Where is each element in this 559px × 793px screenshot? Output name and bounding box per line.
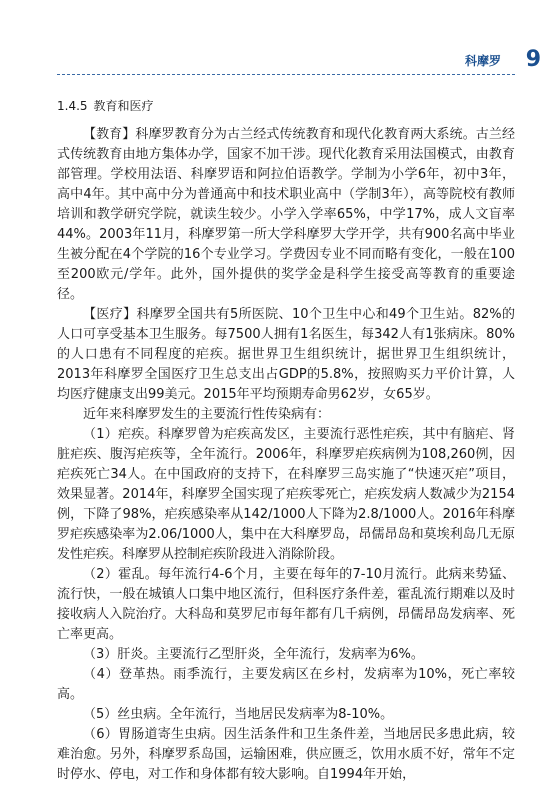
education-label: 【教育】 [83,127,136,142]
section-number: 1.4.5 [57,99,88,113]
medical-text: 科摩罗全国共有5所医院、10个卫生中心和49个卫生站。82%的人口可享受基本卫生服务。每7500人拥有1名医生，每342人有1张病床。80%的人口患有不同程度的疟疾。据世界卫生组织统计，据世界卫生组织统计，2013年科摩罗全国医疗卫生总支出占GDP的5.8%，按照购买力平价计算，人均医疗健康支出99美元。2015年平均预期寿命男62岁，女65岁。 [57,307,515,402]
header-divider [57,74,515,75]
disease-intro: 近年来科摩罗发生的主要流行性传染病有： [83,407,331,422]
page-body [57,96,515,785]
disease-item-cholera: （2）霍乱。每年流行4-6个月，主要在每年的7-10月流行。此病来势猛、流行快，一般在城镇人口集中地区流行，但科医疗条件差，霍乱流行期难以及时接收病人入院治疗。大科岛和莫罗尼市每年都有几千病例，昂儒昂岛发病率、死亡率更高。 [57,567,515,642]
disease-item-filariasis: （5）丝虫病。全年流行，当地居民发病率为8-10%。 [83,707,394,722]
page-header [0,40,559,80]
education-text: 科摩罗教育分为古兰经式传统教育和现代化教育两大系统。古兰经式传统教育由地方集体办学，国家不加干涉。现代化教育采用法国模式，由教育部管理。学校用法语、科摩罗语和阿拉伯语教学。学制为小学6年，初中3年，高中4年。其中高中分为普通高中和技术职业高中（学制3年），高等院校有教师培训和教学研究学院，就读生较少。小学入学率65%，中学17%，成人文盲率44%。2003年11月，科摩罗第一所大学科摩罗大学开学，共有900名高中毕业生被分配在4个学院的16个专业学习。学费因专业不同而略有变化，一般在100至200欧元/学年。此外，国外提供的奖学金是科学生接受高等教育的重要途径。 [57,127,515,302]
disease-item-hepatitis: （3）肝炎。主要流行乙型肝炎，全年流行，发病率为6%。 [83,647,424,662]
disease-item-dengue: （4）登革热。雨季流行，主要发病区在乡村，发病率为10%，死亡率较高。 [57,667,515,702]
medical-paragraph [57,305,515,405]
medical-label: 【医疗】 [83,307,137,322]
section-title: 教育和医疗 [93,99,154,113]
disease-item-malaria: （1）疟疾。科摩罗曾为疟疾高发区，主要流行恶性疟疾，其中有脑疟、肾脏疟疾、腹泻疟疾等，全年流行。2006年，科摩罗疟疾病例为108,260例，因疟疾死亡34人。在中国政府的支持下，在科摩罗三岛实施了“快速灭疟”项目，效果显著。2014年，科摩罗全国实现了疟疾零死亡，疟疾发病人数减少为2154例，下降了98%，疟疾感染率从142/1000人下降为2.8/1000人。2016年科摩罗疟疾感染率为2.06/1000人，集中在大科摩罗岛，昂儒昂岛和莫埃利岛几无原发性疟疾。科摩罗从控制疟疾阶段进入消除阶段。 [57,427,515,562]
running-header-title: 科摩罗 [464,54,501,68]
page-number: 9 [525,47,541,72]
education-paragraph [57,125,515,305]
disease-item-parasites: （6）胃肠道寄生虫病。因生活条件和卫生条件差，当地居民多患此病，较难治愈。另外，科摩罗系岛国，运输困难，供应匮乏，饮用水质不好，常年不定时停水、停电，对工作和身体都有较大影响。自1994年开始， [57,727,515,782]
section-heading [57,96,515,116]
